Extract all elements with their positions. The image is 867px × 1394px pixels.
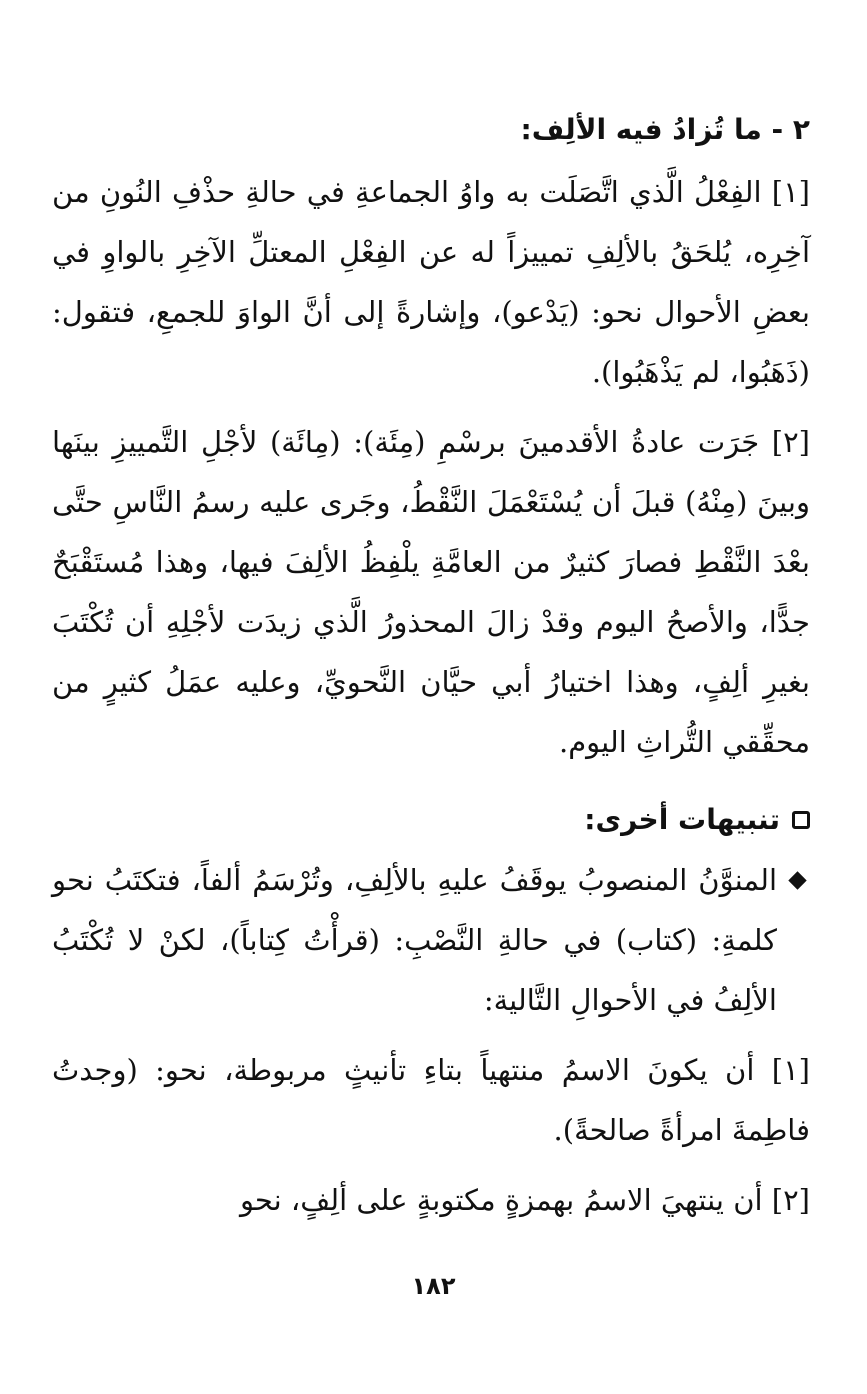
bullet-item: [52, 850, 810, 1030]
section-heading: ٢ - ما تُزادُ فيه الألِف:: [520, 113, 810, 146]
notes-heading: [52, 796, 810, 844]
page-number: ١٨٢: [411, 1272, 456, 1300]
square-box-icon: [792, 811, 810, 829]
note-item-1: [١] أن يكونَ الاسمُ منتهياً بتاءِ تأنيثٍ مربوطة، نحو: (وجدتُ فاطِمةَ امرأةً صالحةً).: [52, 1053, 810, 1147]
bullet-text: المنوَّنُ المنصوبُ يوقَفُ عليهِ بالألِفِ، وتُرْسَمُ ألفاً، فتكتَبُ نحو كلمةِ: (كتاب) في حالةِ النَّصْبِ: (قرأْتُ كِتاباً)، لكنْ لا تُكْتَبُ الألِفُ في الأحوالِ التَّالية:: [52, 863, 777, 1017]
diamond-bullet-icon: [788, 871, 806, 889]
note-item-2: [٢] أن ينتهيَ الاسمُ بهمزةٍ مكتوبةٍ على ألِفٍ، نحو: [239, 1183, 810, 1217]
notes-heading-text: تنبيهات أخرى:: [584, 803, 780, 836]
page-body: [52, 108, 810, 1240]
paragraph-2: [٢] جَرَت عادةُ الأقدمينَ برسْمِ (مِئَة): (مِائَة) لأجْلِ التَّمييزِ بينَها وبينَ (مِنْهُ) قبلَ أن يُسْتَعْمَلَ النَّقْطُ، وجَرى عليه رسمُ النَّاسِ حتَّى بعْدَ النَّقْطِ فصارَ كثيرٌ من العامَّةِ يلْفِظُ الألِفَ فيها، وهذا مُستَقْبَحٌ جدًّا، والأصحُ اليوم وقدْ زالَ المحذورُ الَّذي زيدَت لأجْلِهِ أن تُكْتَبَ بغيرِ ألِفٍ، وهذا اختيارُ أبي حيَّان النَّحويِّ، وعليه عمَلُ كثيرٍ من محقِّقي التُّراثِ اليوم.: [52, 425, 810, 759]
paragraph-1: [١] الفِعْلُ الَّذي اتَّصَلَت به واوُ الجماعةِ في حالةِ حذْفِ النُونِ من آخِرِه، يُلحَقُ بالألِفِ تمييزاً له عن الفِعْلِ المعتلِّ الآخِرِ بالواوِ في بعضِ الأحوال نحو: (يَدْعو)، وإشارةً إلى أنَّ الواوَ للجمعِ، فتقول: (ذَهَبُوا، لم يَذْهَبُوا).: [52, 175, 810, 389]
